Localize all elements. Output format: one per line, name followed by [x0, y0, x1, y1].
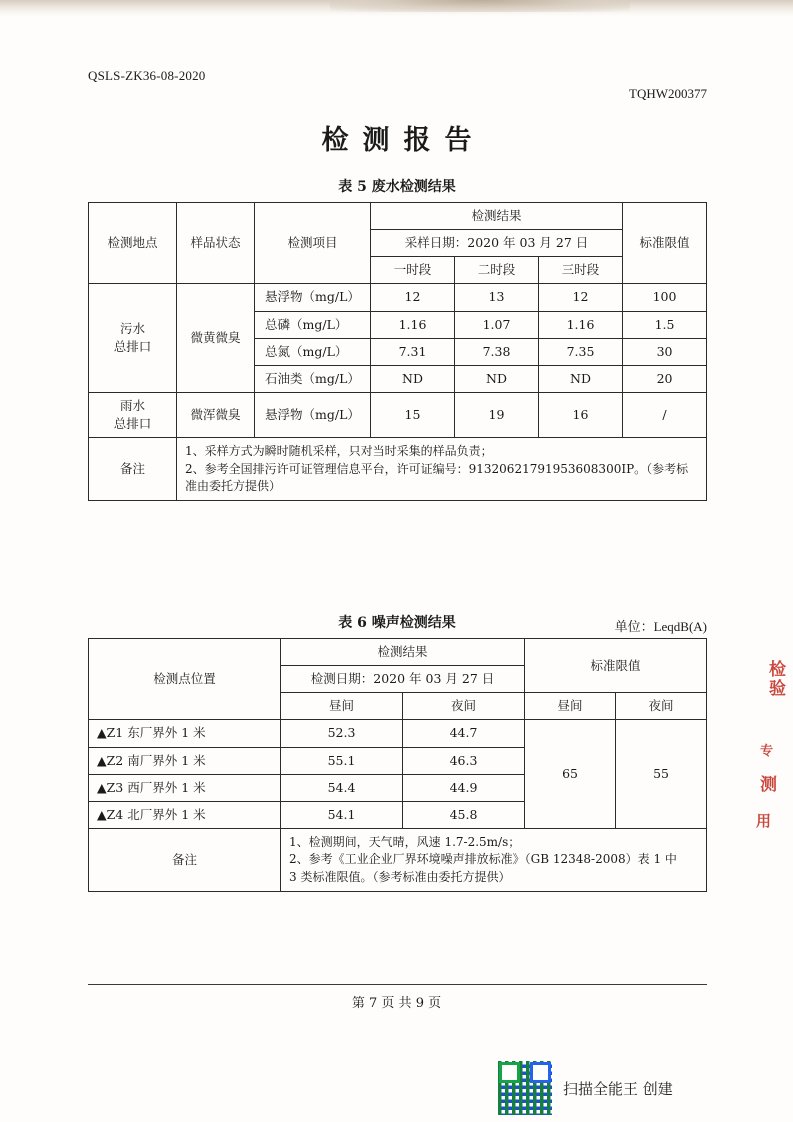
th-test-date: 检测日期：2020 年 03 月 27 日 [281, 666, 525, 693]
cell-sample-state-rainwater: 微浑微臭 [177, 392, 255, 437]
table6-notes [281, 828, 707, 891]
th-sample-state: 样品状态 [177, 203, 255, 284]
footer-rule [88, 984, 707, 985]
cell-night: 46.3 [403, 747, 525, 774]
red-seal-fragment-1: 检验 [765, 660, 785, 698]
table6-notes-label: 备注 [89, 828, 281, 891]
cell-limit: 20 [623, 365, 707, 392]
th-item: 检测项目 [255, 203, 371, 284]
wastewater-results-table [88, 202, 707, 501]
cell-sample-state-sewage: 微黄微臭 [177, 284, 255, 393]
cell-p2: 13 [455, 284, 539, 311]
cell-p2: 7.38 [455, 338, 539, 365]
cell-limit: 1.5 [623, 311, 707, 338]
cell-p2: 19 [455, 392, 539, 437]
table-row [89, 392, 707, 437]
cell-point: ▲Z2 南厂界外 1 米 [89, 747, 281, 774]
camscanner-watermark [497, 1060, 673, 1116]
table6-note-line-1: 1、检测期间，天气晴，风速 1.7-2.5m/s； [289, 834, 521, 849]
table-row [89, 720, 707, 747]
page-number: 第 7 页 共 9 页 [351, 996, 442, 1011]
th-point-location: 检测点位置 [89, 639, 281, 720]
location-line-1: 污水 [119, 321, 145, 336]
cell-limit: / [623, 392, 707, 437]
cell-p3: 7.35 [539, 338, 623, 365]
th-night: 夜间 [403, 693, 525, 720]
cell-p3: 1.16 [539, 311, 623, 338]
table-row [89, 828, 707, 891]
th-location: 检测地点 [89, 203, 177, 284]
scan-shadow-artifact [330, 0, 630, 12]
table-row [89, 438, 707, 501]
table6-note-line-2: 2、参考《工业企业厂界环境噪声排放标准》（GB 12348-2008）表 1 中 [289, 852, 677, 867]
table6-caption: 表 6 噪声检测结果 [338, 615, 456, 631]
cell-p1: 1.16 [371, 311, 455, 338]
th-limit-day: 昼间 [525, 693, 616, 720]
cell-p1: 15 [371, 392, 455, 437]
table5-note-line-3: 准由委托方提供） [185, 478, 282, 493]
location-line-1: 雨水 [119, 397, 145, 413]
table6-note-line-3: 3 类标准限值。（参考标准由委托方提供） [289, 869, 511, 884]
cell-location-rainwater [89, 392, 177, 437]
red-seal-fragment-2: 专 [759, 744, 773, 759]
cell-night: 45.8 [403, 801, 525, 828]
cell-item: 悬浮物（mg/L） [255, 392, 371, 437]
qr-code-icon [497, 1060, 553, 1116]
th-limit-group: 标准限值 [525, 639, 707, 693]
th-limit: 标准限值 [623, 203, 707, 284]
cell-limit: 100 [623, 284, 707, 311]
table5-note-line-1: 1、采样方式为瞬时随机采样，只对当时采集的样品负责； [185, 444, 493, 459]
table-row [89, 284, 707, 311]
table6-block [88, 612, 706, 892]
cell-p3: 16 [539, 392, 623, 437]
cell-item: 悬浮物（mg/L） [255, 284, 371, 311]
cell-point: ▲Z3 西厂界外 1 米 [89, 774, 281, 801]
cell-item: 总磷（mg/L） [255, 311, 371, 338]
cell-night: 44.9 [403, 774, 525, 801]
document-code-left: QSLS-ZK36-08-2020 [88, 68, 206, 83]
camscanner-label: 扫描全能王 创建 [563, 1079, 673, 1098]
location-line-2: 总排口 [113, 339, 152, 355]
cell-location-sewage [89, 284, 177, 393]
cell-night: 44.7 [403, 720, 525, 747]
cell-p1: 12 [371, 284, 455, 311]
cell-p2: ND [455, 365, 539, 392]
cell-item: 总氮（mg/L） [255, 338, 371, 365]
table5-notes-label: 备注 [89, 438, 177, 501]
table5-caption: 表 5 废水检测结果 [338, 179, 456, 195]
red-seal-fragment-3: 测 [756, 775, 776, 792]
table5-notes [177, 438, 707, 501]
cell-day: 52.3 [281, 720, 403, 747]
cell-p3: ND [539, 365, 623, 392]
th-result-group: 检测结果 [281, 639, 525, 666]
th-limit-night: 夜间 [616, 693, 707, 720]
table-row [89, 639, 707, 666]
table-row [89, 203, 707, 230]
th-period-3: 三时段 [539, 257, 623, 284]
th-sampling-date: 采样日期：2020 年 03 月 27 日 [371, 230, 623, 257]
cell-p1: 7.31 [371, 338, 455, 365]
red-seal-fragment-4: 用 [755, 812, 771, 830]
noise-results-table [88, 638, 707, 892]
cell-item: 石油类（mg/L） [255, 365, 371, 392]
cell-point: ▲Z4 北厂界外 1 米 [89, 801, 281, 828]
cell-p1: ND [371, 365, 455, 392]
cell-day: 54.4 [281, 774, 403, 801]
cell-limit-day: 65 [525, 720, 616, 829]
cell-p3: 12 [539, 284, 623, 311]
table5-note-line-2: 2、参考全国排污许可证管理信息平台，许可证编号：91320621791953608300IP。（参考标 [185, 461, 689, 476]
cell-point: ▲Z1 东厂界外 1 米 [89, 720, 281, 747]
cell-limit-night: 55 [616, 720, 707, 829]
table5-block [88, 176, 706, 501]
th-result-group: 检测结果 [371, 203, 623, 230]
location-line-2: 总排口 [113, 416, 152, 431]
cell-day: 55.1 [281, 747, 403, 774]
cell-p2: 1.07 [455, 311, 539, 338]
cell-limit: 30 [623, 338, 707, 365]
cell-day: 54.1 [281, 801, 403, 828]
th-day: 昼间 [281, 693, 403, 720]
document-code-right: TQHW200377 [629, 86, 707, 101]
th-period-2: 二时段 [455, 257, 539, 284]
table6-unit-label: 单位：LeqdB(A) [614, 619, 707, 634]
th-period-1: 一时段 [371, 257, 455, 284]
page-title: 检测报告 [321, 125, 486, 156]
